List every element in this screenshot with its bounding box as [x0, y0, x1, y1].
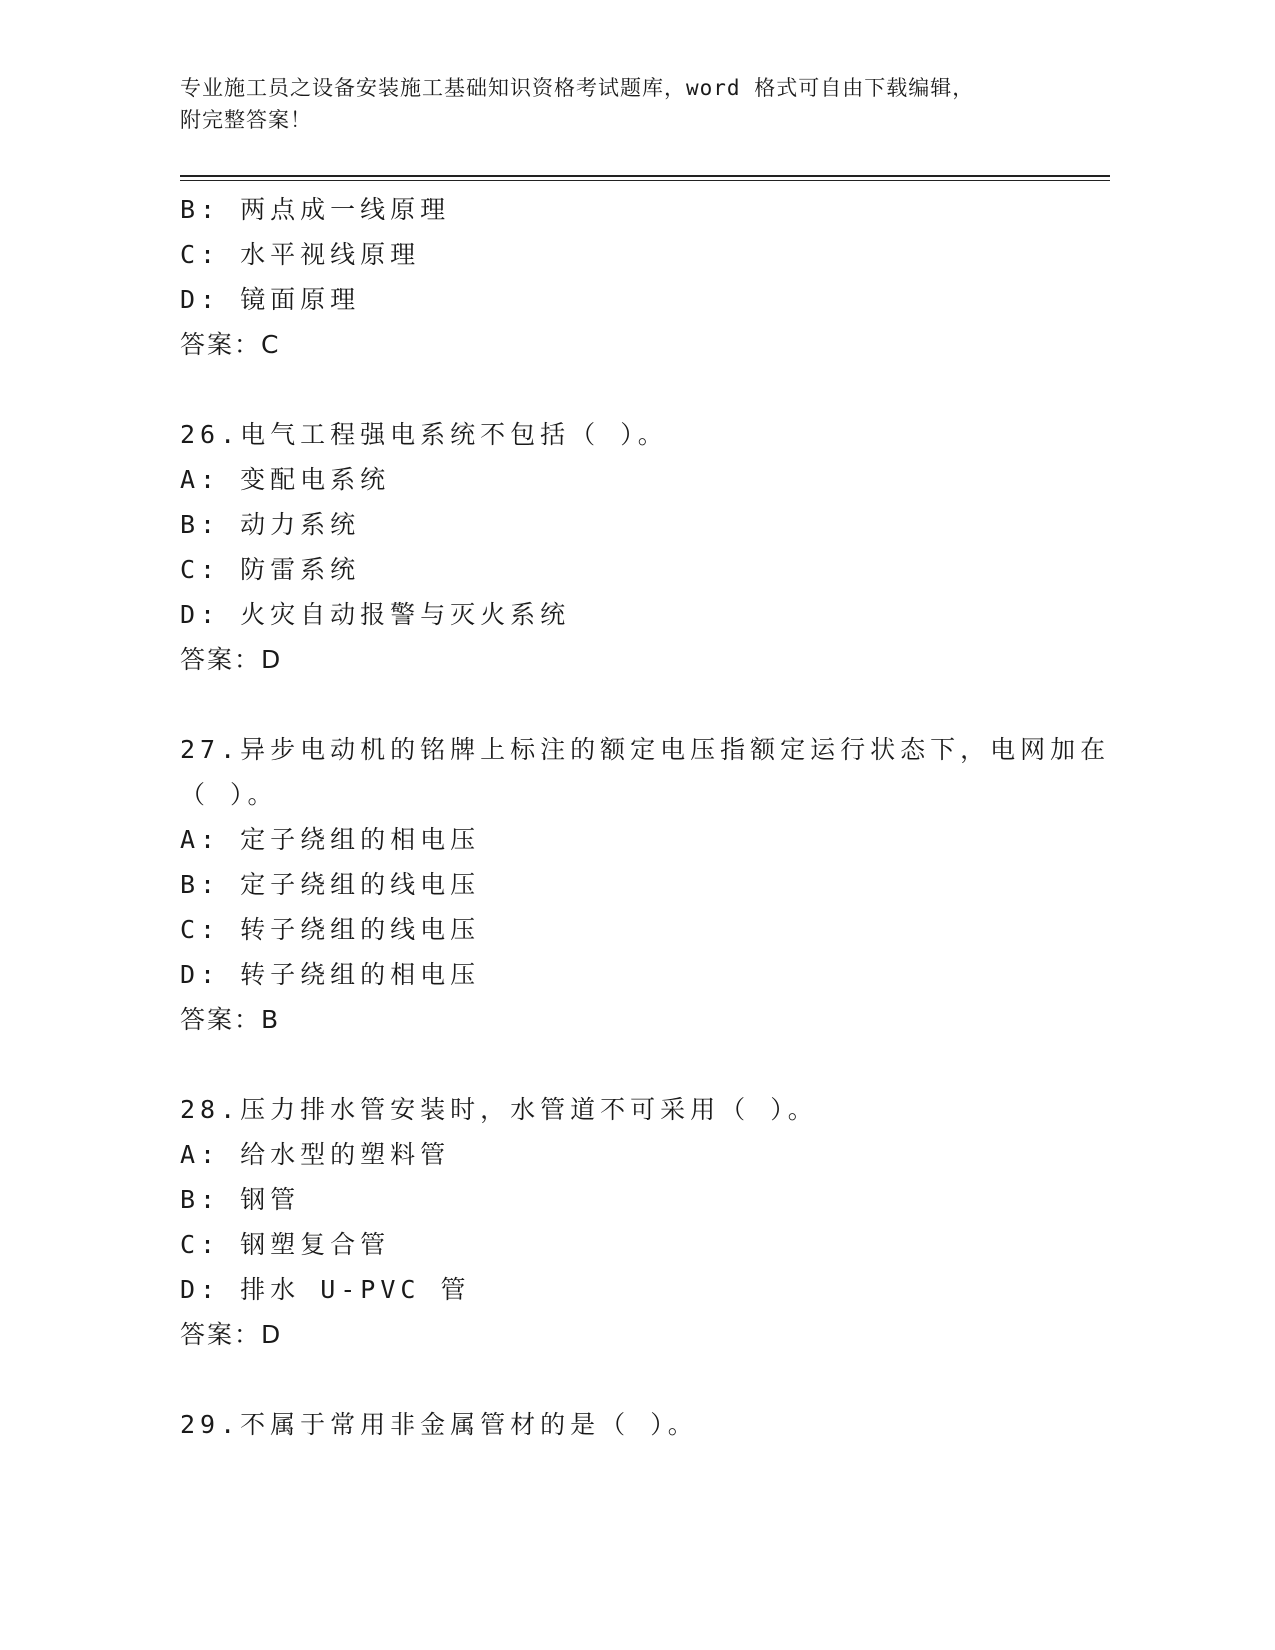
- option-a: A: 给水型的塑料管: [180, 1140, 451, 1169]
- answer-line: 答案：D: [180, 645, 283, 674]
- option-b: B: 定子绕组的线电压: [180, 870, 481, 899]
- header-divider-thin: [180, 180, 1110, 181]
- question-text: 27.异步电动机的铭牌上标注的额定电压指额定运行状态下，电网加在: [180, 735, 1111, 764]
- question-block-26: [180, 412, 1110, 682]
- option-d: D: 镜面原理: [180, 285, 361, 314]
- answer-line: 答案：C: [180, 330, 281, 359]
- option-c: C: 防雷系统: [180, 555, 361, 584]
- option-d: D: 转子绕组的相电压: [180, 960, 481, 989]
- document-header: [180, 72, 1080, 136]
- option-b: B: 动力系统: [180, 510, 361, 539]
- header-divider-thick: [180, 175, 1110, 177]
- answer-line: 答案：D: [180, 1320, 283, 1349]
- option-c: C: 钢塑复合管: [180, 1230, 391, 1259]
- question-block-29: [180, 1402, 1110, 1447]
- question-text-continued: （ ）。: [180, 780, 278, 809]
- question-list: [180, 187, 1110, 1447]
- header-line-2: 附完整答案！: [180, 108, 312, 132]
- option-a: A: 定子绕组的相电压: [180, 825, 481, 854]
- spacer: [180, 1042, 1110, 1087]
- spacer: [180, 367, 1110, 412]
- question-block-25: [180, 187, 1110, 367]
- option-b: B: 两点成一线原理: [180, 195, 451, 224]
- spacer: [180, 682, 1110, 727]
- option-c: C: 转子绕组的线电压: [180, 915, 481, 944]
- answer-line: 答案：B: [180, 1005, 281, 1034]
- option-b: B: 钢管: [180, 1185, 301, 1214]
- header-line-1: 专业施工员之设备安装施工基础知识资格考试题库，word 格式可自由下载编辑，: [180, 76, 975, 100]
- spacer: [180, 1357, 1110, 1402]
- option-d: D: 火灾自动报警与灭火系统: [180, 600, 571, 629]
- question-text: 29.不属于常用非金属管材的是（ ）。: [180, 1410, 698, 1439]
- option-c: C: 水平视线原理: [180, 240, 421, 269]
- question-text: 28.压力排水管安装时，水管道不可采用（ ）。: [180, 1095, 818, 1124]
- option-d: D: 排水 U-PVC 管: [180, 1275, 471, 1304]
- question-block-28: [180, 1087, 1110, 1357]
- option-a: A: 变配电系统: [180, 465, 391, 494]
- question-text: 26.电气工程强电系统不包括（ ）。: [180, 420, 668, 449]
- question-block-27: [180, 727, 1110, 1042]
